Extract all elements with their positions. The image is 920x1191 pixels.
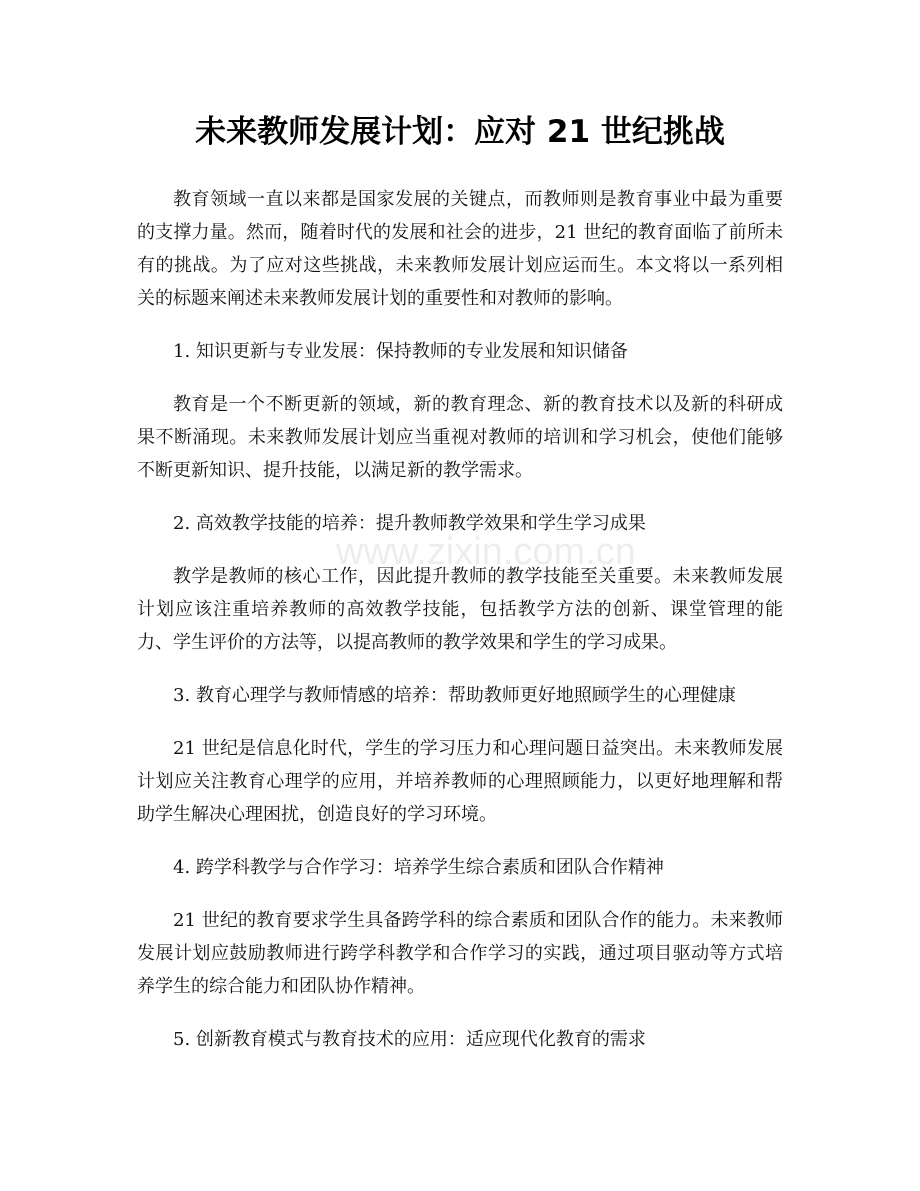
document-title: 未来教师发展计划：应对 21 世纪挑战 — [195, 114, 725, 150]
section-body-2: 教学是教师的核心工作，因此提升教师的教学技能至关重要。未来教师发展计划应该注重培养教师的高效教学技能，包括教学方法的创新、课堂管理的能力、学生评价的方法等，以提高教师的教学效果和学生的学习成果。 — [137, 566, 783, 653]
section-heading-5: 5. 创新教育模式与教育技术的应用：适应现代化教育的需求 — [173, 1029, 646, 1050]
section-body-4: 21 世纪的教育要求学生具备跨学科的综合素质和团队合作的能力。未来教师发展计划应鼓励教师进行跨学科教学和合作学习的实践，通过项目驱动等方式培养学生的综合能力和团队协作精神。 — [137, 910, 783, 997]
watermark: www.zixin.com.cn — [336, 531, 636, 573]
section-heading-1: 1. 知识更新与专业发展：保持教师的专业发展和知识储备 — [173, 341, 628, 362]
section-heading-3: 3. 教育心理学与教师情感的培养：帮助教师更好地照顾学生的心理健康 — [173, 685, 736, 706]
section-body-3: 21 世纪是信息化时代，学生的学习压力和心理问题日益突出。未来教师发展计划应关注教育心理学的应用，并培养教师的心理照顾能力，以更好地理解和帮助学生解决心理困扰，创造良好的学习环境。 — [137, 738, 783, 825]
intro-paragraph: 教育领域一直以来都是国家发展的关键点，而教师则是教育事业中最为重要的支撑力量。然而，随着时代的发展和社会的进步，21 世纪的教育面临了前所未有的挑战。为了应对这些挑战，未来教师发展计划应运而生。本文将以一系列相关的标题来阐述未来教师发展计划的重要性和对教师的影响。 — [137, 189, 783, 309]
section-heading-4: 4. 跨学科教学与合作学习：培养学生综合素质和团队合作精神 — [173, 857, 664, 878]
document-body — [137, 183, 783, 1076]
section-body-1: 教育是一个不断更新的领域，新的教育理念、新的教育技术以及新的科研成果不断涌现。未来教师发展计划应当重视对教师的培训和学习机会，使他们能够不断更新知识、提升技能，以满足新的教学需求。 — [137, 394, 783, 481]
section-heading-2: 2. 高效教学技能的培养：提升教师教学效果和学生学习成果 — [173, 513, 646, 534]
